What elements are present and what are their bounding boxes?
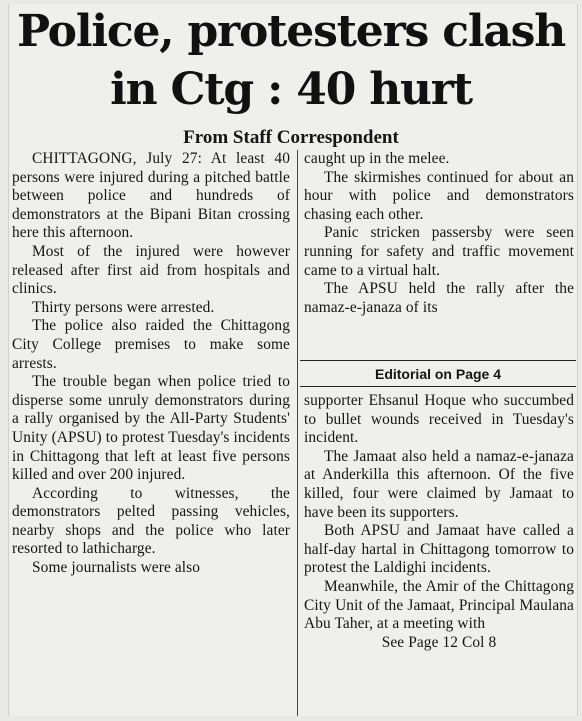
paragraph: The skirmishes continued for about an hour with police and demonstrators chasing each other. [304,168,574,223]
paragraph: The police also raided the Chittagong City College premises to make some arrests. [12,317,290,372]
paragraph: caught up in the melee. [304,150,450,167]
paragraph: The Jamaat also held a namaz-e-janaza at Anderkilla this afternoon. Of the five killed, four were claimed by Jamaat to have been its supporters. [304,447,574,521]
paragraph: Meanwhile, the Amir of the Chittagong City Unit of the Jamaat, Principal Maulana Abu Taher, at a meeting with [304,577,574,633]
paragraph: Thirty persons were arrested. [32,298,215,316]
editorial-box-top-rule [300,360,576,361]
headline-line-2: in Ctg : 40 hurt [110,64,472,115]
paragraph: CHITTAGONG, July 27: At least 40 persons were injured during a pitched battle between police and hundreds of demonstrators at the Bipani Bitan crossing here this afternoon. [12,150,290,242]
paragraph: According to witnesses, the demonstrators pelted passing vehicles, nearby shops and the police who later resorted to lathicharge. [12,484,290,558]
continuation-note: See Page 12 Col 8 [381,633,497,651]
paragraph: Both APSU and Jamaat have called a half-day hartal in Chittagong tomorrow to protest the Laldighi incidents. [304,522,574,577]
paragraph: The APSU held the rally after the namaz-e-janaza of its [304,280,574,316]
paragraph: supporter Ehsanul Hoque who succumbed to bullet wounds received in Tuesday's incident. [304,392,574,447]
article-column-right-bottom [304,392,574,652]
paragraph: Most of the injured were however released after first aid from hospitals and clinics. [12,242,290,298]
article-column-left [12,150,290,578]
paragraph: Some journalists were also [32,559,201,577]
column-divider [297,150,298,716]
article-column-right-top [304,150,574,317]
headline-line-1: Police, protesters clash [16,6,566,57]
editorial-note: Editorial on Page 4 [374,366,502,382]
byline: From Staff Correspondent [183,127,399,148]
paragraph: Panic stricken passersby were seen running for safety and traffic movement came to a virtual halt. [304,224,574,279]
paragraph: The trouble began when police tried to disperse some unruly demonstrators during a rally organised by the All-Party Students' Unity (APSU) to protest Tuesday's incidents in Chittagong that left at least five persons killed and over 200 injured. [12,373,290,484]
editorial-box-bottom-rule [300,386,576,387]
